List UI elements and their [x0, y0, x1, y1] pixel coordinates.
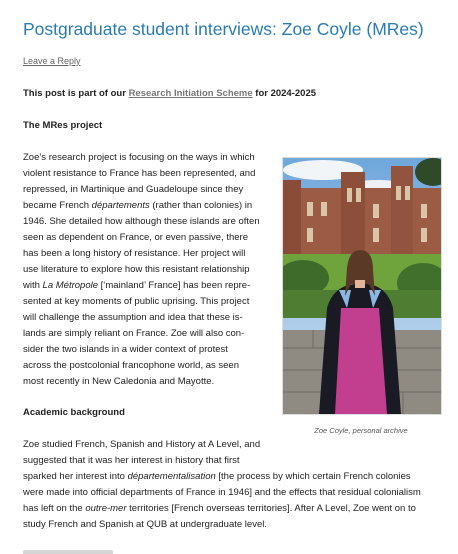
academic-italic-term: départementalisation — [127, 471, 216, 482]
academic-text: Zoe studied French, Spanish and History at A Level, and — [23, 439, 261, 450]
academic-text: were made into official departments of France in 1946] and the effects that residual colonialism — [23, 487, 421, 498]
mres-project-heading: The MRes project — [23, 120, 103, 131]
academic-text: has left on the — [23, 503, 86, 514]
mres-text: use literature to explore how this resistant relationship — [23, 264, 250, 275]
mres-text: most recently in New Caledonia and Mayotte. — [23, 376, 215, 387]
mres-line — [23, 342, 271, 358]
post-title: Postgraduate student interviews: Zoe Coyle (MRes) — [23, 19, 424, 39]
mres-text: sider the two islands in a wider context of protest — [23, 344, 228, 355]
mres-text: with — [23, 280, 43, 291]
academic-line — [23, 517, 441, 533]
mres-italic-term: départements — [91, 200, 150, 211]
academic-italic-term: outre-mer — [85, 503, 127, 514]
academic-text: sparked her interest into — [23, 471, 128, 482]
intro-paragraph — [23, 86, 316, 102]
academic-line — [23, 501, 441, 517]
photo-caption: Zoe Coyle, personal archive — [314, 426, 408, 435]
mres-project-paragraph — [23, 150, 271, 390]
mres-line — [23, 198, 271, 214]
academic-line — [23, 437, 441, 453]
academic-line — [23, 469, 441, 485]
mres-line — [23, 246, 271, 262]
mres-text: (rather than colonies) in — [149, 200, 253, 211]
mres-text: has been a long history of resistance. Her project will — [23, 248, 246, 259]
mres-text: sented at key moments of public uprising. This project — [23, 296, 250, 307]
mres-line — [23, 166, 271, 182]
mres-line — [23, 182, 271, 198]
mres-line — [23, 326, 271, 342]
academic-background-paragraph — [23, 437, 441, 533]
mres-italic-term: La Métropole — [42, 280, 98, 291]
leave-reply-link[interactable]: Leave a Reply — [23, 56, 81, 66]
mres-text: lands are simply reliant on France. Zoe will also con- — [23, 328, 245, 339]
mres-text: Zoe’s research project is focusing on the ways in which — [23, 152, 255, 163]
mres-line — [23, 230, 271, 246]
academic-text: study French and Spanish at QUB at undergraduate level. — [23, 519, 267, 530]
mres-line — [23, 262, 271, 278]
academic-line — [23, 485, 441, 501]
mres-line — [23, 150, 271, 166]
academic-text: suggested that it was her interest in history that first — [23, 455, 240, 466]
mres-line — [23, 294, 271, 310]
mres-text: repressed, in Martinique and Guadeloupe since they — [23, 184, 244, 195]
mres-text: across the postcolonial francophone world, as seen — [23, 360, 239, 371]
mres-text: 1946. She detailed how although these islands are often — [23, 216, 260, 227]
mres-line — [23, 374, 271, 390]
mres-text: [‘mainland’ France] has been repre- — [98, 280, 251, 291]
mres-text: will challenge the assumption and idea that these is- — [23, 312, 243, 323]
next-heading-fragment — [23, 546, 143, 554]
academic-line — [23, 453, 441, 469]
mres-line — [23, 278, 271, 294]
graduation-photo-illustration — [283, 158, 441, 414]
mres-line — [23, 310, 271, 326]
academic-background-heading: Academic background — [23, 407, 125, 418]
academic-text: [the process by which certain French colonies — [215, 471, 411, 482]
mres-text: seen as dependent on France, or even passive, there — [23, 232, 248, 243]
mres-line — [23, 214, 271, 230]
intro-text-after: for 2024-2025 — [252, 88, 317, 99]
mres-line — [23, 358, 271, 374]
intro-text-before: This post is part of our — [23, 88, 129, 99]
zoe-coyle-photo — [282, 157, 442, 415]
research-initiation-scheme-link[interactable]: Research Initiation Scheme — [128, 88, 253, 99]
mres-text: violent resistance to France has been represented, and — [23, 168, 256, 179]
mres-text: became French — [23, 200, 92, 211]
academic-text: territories [French overseas territories]. After A Level, Zoe went on to — [126, 503, 416, 514]
